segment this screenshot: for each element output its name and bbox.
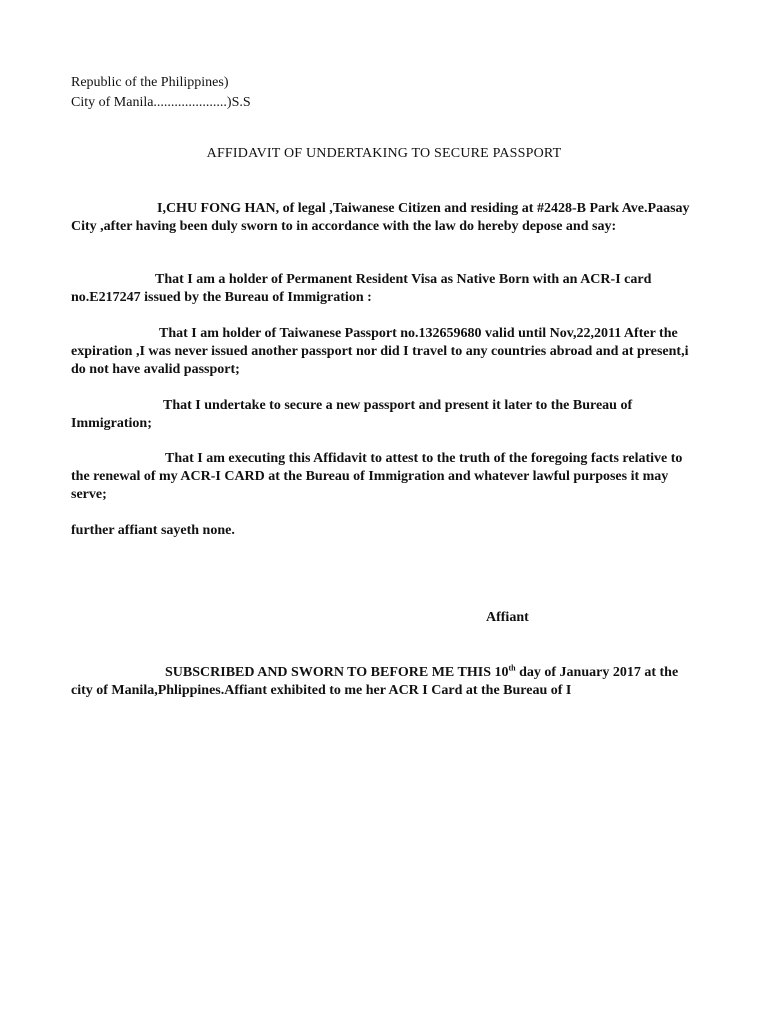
jurat-text-after: day of January 2017 at the city of Manila,Phlippines.Affiant exhibited to me her ACR I Card at the Bureau of I	[71, 665, 679, 698]
paragraph-undertaking: That I undertake to secure a new passport and present it later to the Bureau of Immigration;	[71, 398, 633, 431]
header-city: City of Manila.....................)S.S	[71, 95, 251, 110]
paragraph-passport: That I am holder of Taiwanese Passport no.132659680 valid until Nov,22,2011 After the expiration ,I was never issued another passport nor did I travel to any countries abroad and at present,i do not have avalid passport;	[71, 326, 689, 377]
jurat-paragraph	[71, 664, 701, 700]
paragraph-affiant-intro: I,CHU FONG HAN, of legal ,Taiwanese Citizen and residing at #2428-B Park Ave.Paasay City ,after having been duly sworn to in accordance with the law do hereby depose and say:	[71, 201, 690, 234]
paragraph-executing: That I am executing this Affidavit to attest to the truth of the foregoing facts relative to the renewal of my ACR-I CARD at the Bureau of Immigration and whatever lawful purposes it may serve;	[71, 451, 683, 502]
jurat-ordinal-suffix: th	[508, 663, 516, 673]
document-title: AFFIDAVIT OF UNDERTAKING TO SECURE PASSPORT	[206, 146, 562, 161]
header-republic: Republic of the Philippines)	[71, 75, 229, 90]
jurat-text-before: SUBSCRIBED AND SWORN TO BEFORE ME THIS 10	[165, 665, 509, 680]
affiant-label: Affiant	[486, 610, 529, 625]
paragraph-closing: further affiant sayeth none.	[71, 523, 235, 538]
paragraph-resident-visa: That I am a holder of Permanent Resident Visa as Native Born with an ACR-I card no.E217247 issued by the Bureau of Immigration :	[71, 272, 652, 305]
